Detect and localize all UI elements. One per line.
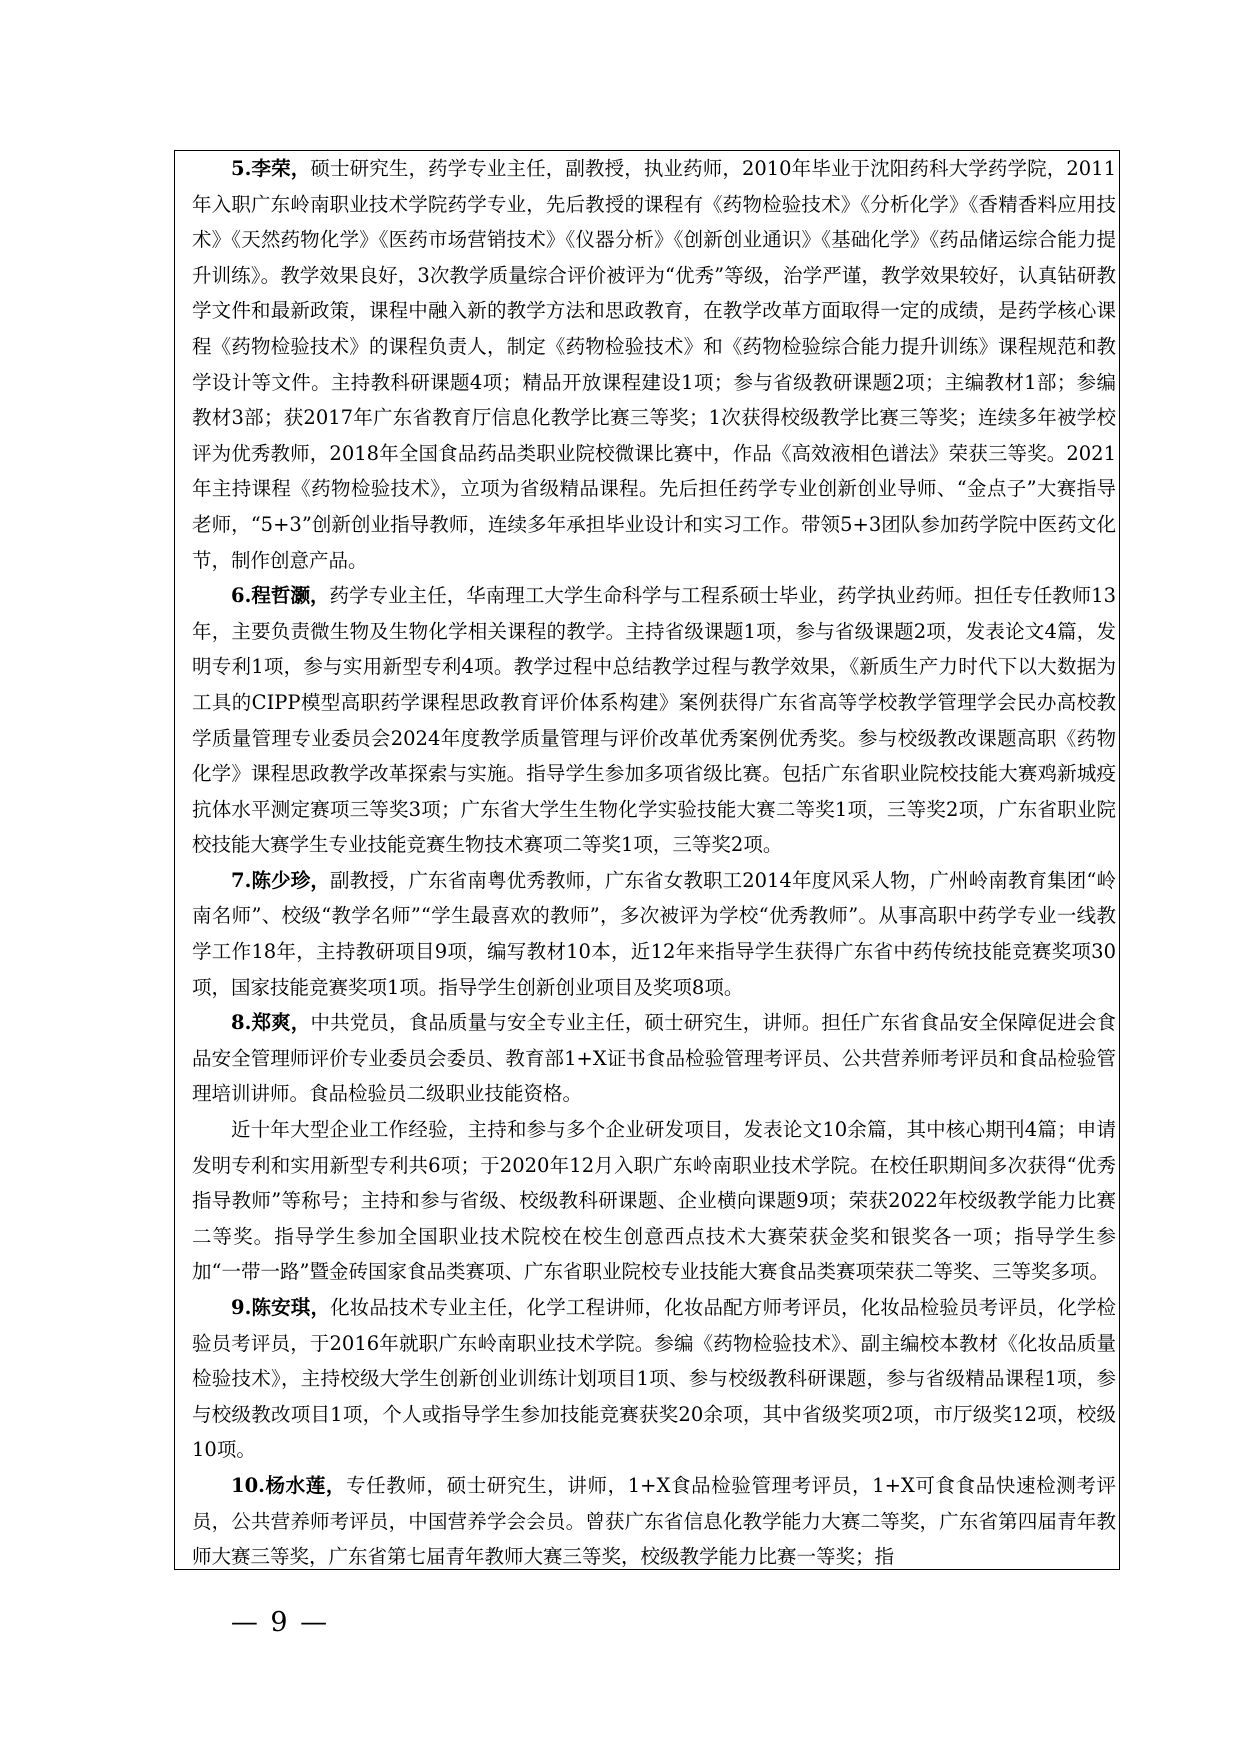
entry-text: 近十年大型企业工作经验，主持和参与多个企业研发项目，发表论文10余篇，其中核心期刊4篇；申请发明专利和实用新型专利共6项；于2020年12月入职广东岭南职业技术学院。在校任职期间多次获得“优秀指导教师”等称号；主持和参与省级、校级教科研课题、企业横向课题9项；荣获2022年校级教学能力比赛二等奖。指导学生参加全国职业技术院校在校生创意西点技术大赛荣获金奖和银奖各一项；指导学生参加“一带一路”暨金砖国家食品类赛项、广东省职业院校专业技能大赛食品类赛项荣获二等奖、三等奖多项。 [192, 1118, 1116, 1284]
entry-text: 副教授，广东省南粤优秀教师，广东省女教职工2014年度风采人物，广州岭南教育集团“岭南名师”、校级“教学名师”“学生最喜欢的教师”，多次被评为学校“优秀教师”。从事高职中药学专业一线教学工作18年，主持教研项目9项，编写教材10本，近12年来指导学生获得广东省中药传统技能竞赛奖项30项，国家技能竞赛奖项1项。指导学生创新创业项目及奖项8项。 [192, 868, 1116, 999]
entry-paragraph [192, 1468, 1116, 1575]
entry-continuation-paragraph [192, 1112, 1116, 1290]
entry-paragraph [192, 1290, 1116, 1468]
person-name: 6.程哲灏， [231, 584, 330, 608]
entry-paragraph [192, 863, 1116, 1005]
entry-paragraph [192, 578, 1116, 863]
document-body [192, 151, 1116, 1575]
entry-paragraph [192, 151, 1116, 578]
entry-text: 药学专业主任，华南理工大学生命科学与工程系硕士毕业，药学执业药师。担任专任教师13年，主要负责微生物及生物化学相关课程的教学。主持省级课题1项，参与省级课题2项，发表论文4篇，发明专利1项，参与实用新型专利4项。教学过程中总结教学过程与教学效果，《新质生产力时代下以大数据为工具的CIPP模型高职药学课程思政教育评价体系构建》案例获得广东省高等学校教学管理学会民办高校教学质量管理专业委员会2024年度教学质量管理与评价改革优秀案例优秀奖。参与校级教改课题高职《药物化学》课程思政教学改革探索与实施。指导学生参加多项省级比赛。包括广东省职业院校技能大赛鸡新城疫抗体水平测定赛项三等奖3项；广东省大学生生物化学实验技能大赛二等奖1项，三等奖2项，广东省职业院校技能大赛学生专业技能竞赛生物技术赛项二等奖1项，三等奖2项。 [192, 584, 1116, 857]
person-name: 9.陈安琪， [231, 1296, 331, 1319]
entry-text: 化妆品技术专业主任，化学工程讲师，化妆品配方师考评员，化妆品检验员考评员，化学检验员考评员，于2016年就职广东岭南职业技术学院。参编《药物检验技术》、副主编校本教材《化妆品质量检验技术》，主持校级大学生创新创业训练计划项目1项、参与校级教科研课题，参与省级精品课程1项，参与校级教改项目1项，个人或指导学生参加技能竞赛获奖20余项，其中省级奖项2项，市厅级奖12项，校级10项。 [192, 1296, 1116, 1462]
entry-text: 专任教师，硕士研究生，讲师，1+X食品检验管理考评员，1+X可食食品快速检测考评员，公共营养师考评员，中国营养学会会员。曾获广东省信息化教学能力大赛二等奖，广东省第四届青年教师大赛三等奖，广东省第七届青年教师大赛三等奖，校级教学能力比赛一等奖；指 [192, 1473, 1116, 1569]
entry-text: 中共党员，食品质量与安全专业主任，硕士研究生，讲师。担任广东省食品安全保障促进会食品安全管理师评价专业委员会委员、教育部1+X证书食品检验管理考评员、公共营养师考评员和食品检验管理培训讲师。食品检验员二级职业技能资格。 [192, 1011, 1116, 1106]
person-name: 7.陈少珍， [231, 868, 331, 892]
entry-paragraph [192, 1005, 1116, 1112]
person-name: 8.郑爽， [231, 1011, 311, 1035]
person-name: 5.李荣， [231, 157, 311, 180]
person-name: 10.杨水莲， [231, 1473, 347, 1497]
entry-text: 硕士研究生，药学专业主任，副教授，执业药师，2010年毕业于沈阳药科大学药学院，2011年入职广东岭南职业技术学院药学专业，先后教授的课程有《药物检验技术》《分析化学》《香精香料应用技术》《天然药物化学》《医药市场营销技术》《仪器分析》《创新创业通识》《基础化学》《药品储运综合能力提升训练》。教学效果良好，3次教学质量综合评价被评为“优秀”等级，治学严谨，教学效果较好，认真钻研教学文件和最新政策，课程中融入新的教学方法和思政教育，在教学改革方面取得一定的成绩，是药学核心课程《药物检验技术》的课程负责人，制定《药物检验技术》和《药物检验综合能力提升训练》课程规范和教学设计等文件。主持教科研课题4项；精品开放课程建设1项；参与省级教研课题2项；主编教材1部；参编教材3部；获2017年广东省教育厅信息化教学比赛三等奖；1次获得校级教学比赛三等奖；连续多年被学校评为优秀教师，2018年全国食品药品类职业院校微课比赛中，作品《高效液相色谱法》荣获三等奖。2021年主持课程《药物检验技术》，立项为省级精品课程。先后担任药学专业创新创业导师、“金点子”大赛指导老师，“5+3”创新创业指导教师，连续多年承担毕业设计和实习工作。带领5+3团队参加药学院中医药文化节，制作创意产品。 [192, 157, 1116, 572]
page-number: — 9 — [230, 1607, 330, 1638]
